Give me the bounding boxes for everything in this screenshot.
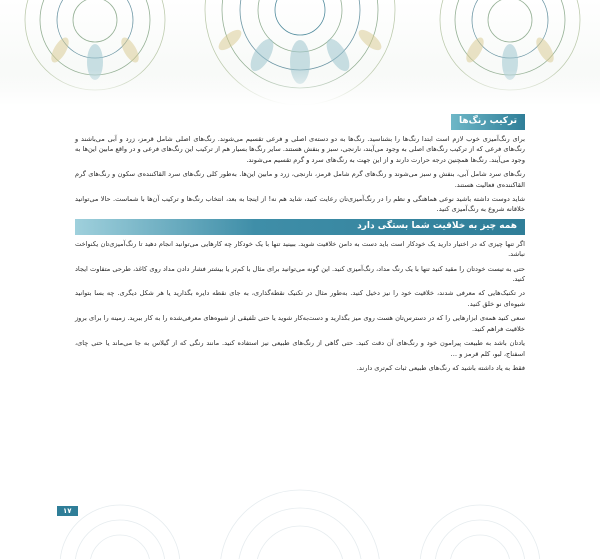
paragraph: برای رنگ‌آمیزی خوب لازم است ابتدا رنگ‌ها را بشناسید. رنگ‌ها به دو دسته‌ی اصلی و فرعی تقسیم می‌شوند. رنگ‌های اصلی شامل قرمز، زرد و آبی می‌باشند و رنگ‌های فرعی که از ترکیب رنگ‌های اصلی به وجود می‌آیند، نارنجی، سبز و بنفش هستند. سایر رنگ‌ها بسیار هم از ترکیب این رنگ‌های فرعی و در واقع مابین این‌ها به وجود می‌آیند. رنگ‌ها همچنین درجه حرارت دارند و از این جهت به رنگ‌های سرد و گرم تقسیم می‌شوند. — [75, 135, 525, 164]
paragraph: شاید دوست داشته باشید نوعی هماهنگی و نظم را در رنگ‌آمیزی‌تان رعایت کنید، شاید هم نه! از اینجا به بعد، انتخاب رنگ‌ها و ترکیب آن‌ها با شماست. حالا می‌توانید خلاقانه شروع به رنگ‌آمیزی کنید. — [75, 195, 525, 214]
paragraph: رنگ‌های سرد شامل آبی، بنفش و سبز می‌شوند و رنگ‌های گرم شامل قرمز، نارنجی، زرد و مابین این‌ها. به‌طور کلی رنگ‌های سرد القاکننده‌ی سکون و رنگ‌های گرم القاکننده‌ی فعالیت هستند. — [75, 170, 525, 189]
page-body — [75, 112, 525, 377]
page-number: ۱۷ — [57, 506, 78, 516]
paragraph: اگر تنها چیزی که در اختیار دارید یک خودکار است باید دست به دامن خلاقیت شوید. ببینید تنها با یک خودکار چه کارهایی می‌توانید انجام دهید تا رنگ‌آمیزی‌تان یکنواخت نباشد. — [75, 239, 525, 259]
paragraph: سعی کنید همه‌ی ابزارهایی را که در دسترس‌تان هست روی میز بگذارید و دست‌به‌کار شوید یا حتی تلفیقی از شیوه‌های معرفی‌شده را به کار ببرید. زمینه را برای بروز خلاقیت فراهم کنید. — [75, 314, 525, 333]
section-heading-color-combination: ترکیب رنگ‌ها — [451, 114, 525, 130]
paragraph: یادتان باشد به طبیعت پیرامون خود و رنگ‌های آن دقت کنید. حتی گاهی از رنگ‌های طبیعی نیز استفاده کنید. مانند رنگی که از گیلاس به جا می‌ماند یا حتی چای، اسفناج، لبو، کلم قرمز و … — [75, 339, 525, 358]
paragraph: در تکنیک‌هایی که معرفی شدند، خلاقیت خود را نیز دخیل کنید. به‌طور مثال در تکنیک نقطه‌گذاری، به جای نقطه دایره بگذارید یا هر شکل دیگری. چه بسا بتوانید شیوه‌ای نو خلق کنید. — [75, 289, 525, 308]
mandala-header-ornament — [0, 0, 600, 105]
section-heading-creativity: همه چیز به خلاقیت شما بستگی دارد — [75, 219, 525, 235]
faded-mandala-footer-ornament — [0, 470, 600, 559]
paragraph: حتی به تیست خودتان را مقید کنید تنها با یک رنگ مداد، رنگ‌آمیزی کنید. این گونه می‌توانید برای مثال با کم‌تر یا بیشتر فشار دادن مداد روی کاغذ، طرحی متفاوت ایجاد کنید. — [75, 264, 525, 284]
paragraph: فقط به یاد داشته باشید که رنگ‌های طبیعی ثبات کم‌تری دارند. — [356, 363, 525, 372]
